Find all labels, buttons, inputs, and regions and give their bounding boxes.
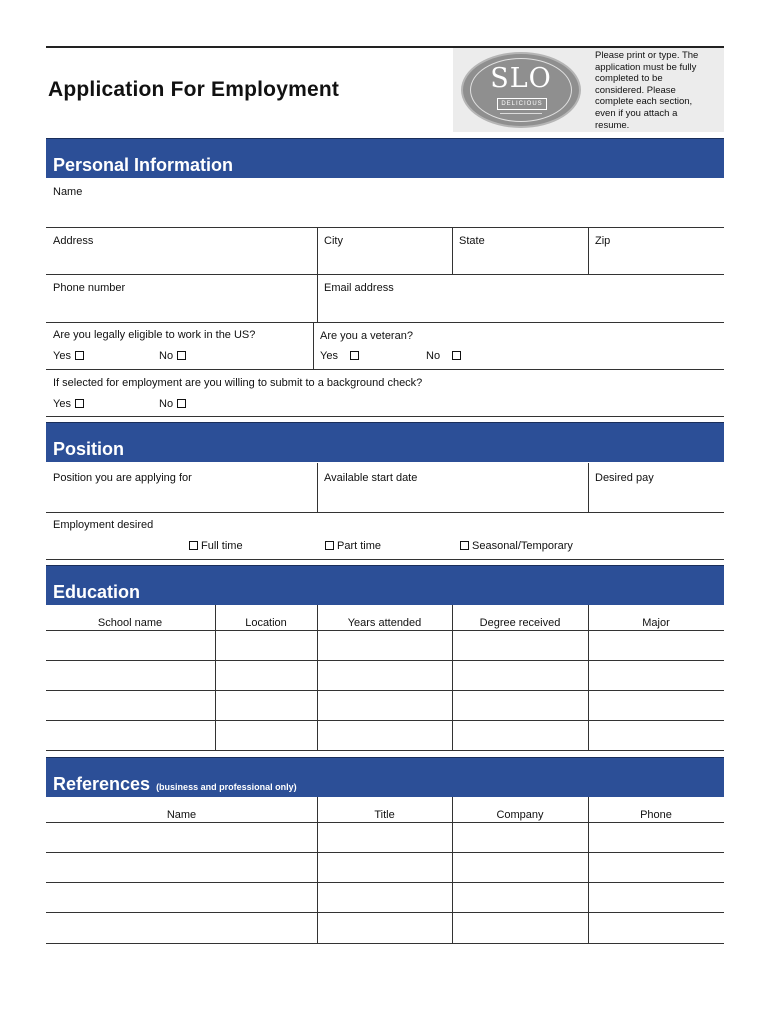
address-label: Address bbox=[53, 235, 94, 247]
option-label: No bbox=[159, 398, 174, 410]
note-line: Please print or type. The bbox=[595, 50, 699, 61]
divider bbox=[46, 322, 724, 323]
option-label: Seasonal/Temporary bbox=[472, 540, 573, 552]
name-field[interactable] bbox=[46, 180, 724, 226]
table-row-line bbox=[46, 750, 724, 751]
eligible-yes-option[interactable] bbox=[53, 350, 84, 362]
employment-desired-label: Employment desired bbox=[53, 519, 154, 531]
start-date-field[interactable] bbox=[318, 466, 587, 510]
column-header: Name bbox=[166, 809, 197, 821]
checkbox[interactable] bbox=[452, 351, 461, 360]
section-title: Personal Information bbox=[53, 155, 234, 175]
table-row[interactable] bbox=[46, 823, 724, 852]
table-row[interactable] bbox=[46, 631, 724, 660]
divider bbox=[46, 416, 724, 417]
column-header: Title bbox=[374, 809, 395, 821]
table-row[interactable] bbox=[46, 883, 724, 912]
logo-flourish bbox=[500, 113, 542, 114]
logo-subtext: DELICIOUS bbox=[497, 98, 547, 110]
address-field[interactable] bbox=[46, 229, 316, 273]
veteran-question: Are you a veteran? bbox=[320, 330, 413, 342]
background-no-option[interactable] bbox=[159, 398, 186, 410]
city-label: City bbox=[324, 235, 343, 247]
section-position bbox=[46, 422, 724, 462]
checkbox[interactable] bbox=[325, 541, 334, 550]
page-title: Application For Employment bbox=[48, 78, 340, 101]
section-education bbox=[46, 565, 724, 605]
option-label: Part time bbox=[337, 540, 382, 552]
table-row[interactable] bbox=[46, 661, 724, 690]
divider bbox=[46, 512, 724, 513]
column-header: Degree received bbox=[479, 617, 561, 629]
column-header: Years attended bbox=[347, 617, 422, 629]
column-header: Phone bbox=[640, 809, 672, 821]
column-header: Location bbox=[245, 617, 287, 629]
checkbox[interactable] bbox=[350, 351, 359, 360]
section-references bbox=[46, 757, 724, 797]
divider bbox=[46, 227, 724, 228]
column-header: Company bbox=[496, 809, 544, 821]
veteran-no-option[interactable] bbox=[426, 350, 461, 362]
checkbox[interactable] bbox=[75, 399, 84, 408]
checkbox[interactable] bbox=[189, 541, 198, 550]
note-line: resume. bbox=[595, 119, 630, 131]
table-row[interactable] bbox=[46, 853, 724, 882]
instructions-note bbox=[595, 50, 721, 131]
phone-field[interactable] bbox=[46, 276, 316, 321]
eligible-no-option[interactable] bbox=[159, 350, 186, 362]
part-time-option[interactable] bbox=[325, 540, 381, 552]
zip-field[interactable] bbox=[589, 229, 724, 273]
column-header: Major bbox=[642, 617, 670, 629]
section-personal-information bbox=[46, 138, 724, 178]
desired-pay-label: Desired pay bbox=[595, 472, 654, 484]
option-label: Full time bbox=[201, 540, 243, 552]
option-label: Yes bbox=[320, 350, 338, 362]
option-label: No bbox=[426, 350, 441, 362]
eligibility-question: Are you legally eligible to work in the US? bbox=[53, 329, 256, 341]
note-line: even if you attach a bbox=[595, 107, 678, 119]
section-title bbox=[53, 774, 297, 795]
position-field[interactable] bbox=[46, 466, 316, 510]
divider bbox=[313, 322, 314, 369]
city-field[interactable] bbox=[318, 229, 451, 273]
name-label: Name bbox=[53, 186, 83, 198]
checkbox[interactable] bbox=[177, 351, 186, 360]
option-label: Yes bbox=[53, 350, 71, 362]
divider bbox=[46, 369, 724, 370]
checkbox[interactable] bbox=[460, 541, 469, 550]
email-field[interactable] bbox=[318, 276, 724, 321]
section-subtitle: (business and professional only) bbox=[156, 782, 297, 792]
start-date-label: Available start date bbox=[324, 472, 418, 484]
phone-label: Phone number bbox=[53, 282, 126, 294]
section-title: Position bbox=[53, 439, 124, 459]
desired-pay-field[interactable] bbox=[589, 466, 724, 510]
column-header: School name bbox=[97, 617, 163, 629]
email-label: Email address bbox=[324, 282, 394, 294]
state-field[interactable] bbox=[453, 229, 587, 273]
section-title-text: References bbox=[53, 774, 151, 794]
table-row[interactable] bbox=[46, 721, 724, 750]
note-line: completed to be bbox=[595, 73, 663, 85]
note-line: application must be fully bbox=[595, 61, 697, 73]
note-line: considered. Please bbox=[595, 84, 676, 96]
veteran-yes-option[interactable] bbox=[320, 350, 359, 362]
table-row-line bbox=[46, 943, 724, 944]
checkbox[interactable] bbox=[177, 399, 186, 408]
option-label: Yes bbox=[53, 398, 71, 410]
position-applying-label: Position you are applying for bbox=[53, 472, 192, 484]
logo-text: SLO bbox=[490, 63, 552, 94]
table-row[interactable] bbox=[46, 691, 724, 720]
option-label: No bbox=[159, 350, 174, 362]
divider bbox=[46, 274, 724, 275]
seasonal-option[interactable] bbox=[460, 540, 573, 552]
table-row[interactable] bbox=[46, 913, 724, 942]
zip-label: Zip bbox=[595, 235, 611, 247]
background-yes-option[interactable] bbox=[53, 398, 84, 410]
checkbox[interactable] bbox=[75, 351, 84, 360]
state-label: State bbox=[459, 235, 485, 247]
divider bbox=[46, 559, 724, 560]
section-title: Education bbox=[53, 582, 141, 602]
full-time-option[interactable] bbox=[189, 540, 243, 552]
background-check-question: If selected for employment are you willing to submit to a background check? bbox=[53, 377, 423, 389]
note-line: complete each section, bbox=[595, 96, 693, 108]
